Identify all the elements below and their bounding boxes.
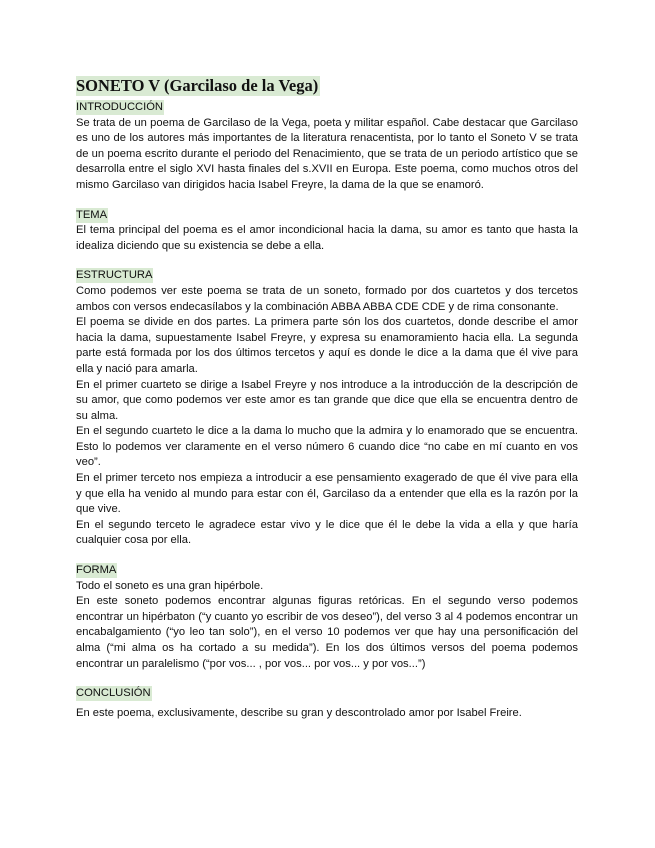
section-heading-conclusion: CONCLUSIÓN bbox=[76, 687, 151, 700]
paragraph: El poema se divide en dos partes. La primera parte són los dos cuartetos, donde describe el amor hacia la dama, supuestamente Isabel Freyre, y expresa su enamoramiento hacia ella. La segunda parte está formada por los dos últimos tercetos y aquí es donde le dice a la dama que él vive para ella y nació para amarla. bbox=[76, 316, 578, 375]
section-introduccion bbox=[76, 100, 578, 194]
section-heading-estructura: ESTRUCTURA bbox=[76, 269, 153, 282]
paragraph: En el segundo cuarteto le dice a la dama lo mucho que la admira y lo enamorado que se encuentra. Esto lo podemos ver claramente en el verso número 6 cuando dice “no cabe en mí cuanto en vos veo”. bbox=[76, 425, 578, 469]
paragraph: En el segundo terceto le agradece estar vivo y le dice que él le debe la vida a ella y que haría cualquier cosa por ella. bbox=[76, 518, 578, 547]
paragraph: Como podemos ver este poema se trata de un soneto, formado por dos cuartetos y dos tercetos ambos con versos endecasílabos y la combinación ABBA ABBA CDE CDE y de rima consonante. bbox=[76, 284, 578, 313]
section-heading-forma: FORMA bbox=[76, 564, 117, 577]
paragraph: En el primer terceto nos empieza a introducir a ese pensamiento exagerado de que él vive para ella y que ella ha venido al mundo para estar con él, Garcilaso da a entender que ella es la razón por la que vive. bbox=[76, 472, 578, 516]
section-tema bbox=[76, 208, 578, 255]
paragraph: En el primer cuarteto se dirige a Isabel Freyre y nos introduce a la introducción de la descripción de su amor, que como podemos ver este amor es tan grande que dice que ella se encuentra dentro de su alma. bbox=[76, 378, 578, 422]
section-heading-introduccion: INTRODUCCIÓN bbox=[76, 101, 164, 113]
document-title: SONETO V (Garcilaso de la Vega) bbox=[76, 76, 319, 95]
paragraph: En este poema, exclusivamente, describe su gran y descontrolado amor por Isabel Freire. bbox=[76, 706, 522, 719]
paragraph: Todo el soneto es una gran hipérbole. bbox=[76, 579, 264, 592]
section-forma bbox=[76, 563, 578, 672]
section-conclusion bbox=[76, 686, 578, 721]
paragraph: Se trata de un poema de Garcilaso de la Vega, poeta y militar español. Cabe destacar que Garcilaso es uno de los autores más importantes de la literatura renacentista, por lo tanto el Soneto V se trata de un poema escrito durante el periodo del Renacimiento, que se trata de un periodo artístico que se desarrolla entre el siglo XVI hasta finales del s.XVII en Europa. Este poema, como muchos otros del mismo Garcilaso van dirigidos hacia Isabel Freyre, la dama de la que se enamoró. bbox=[76, 116, 578, 191]
paragraph: En este soneto podemos encontrar algunas figuras retóricas. En el segundo verso podemos encontrar un hipérbaton (“y cuanto yo escribir de vos deseo”), del verso 3 al 4 podemos encontrar un encabalgamiento (“yo leo tan solo”), en el verso 10 podemos ver que hay una personificación del alma (“mi alma os ha cortado a su medida”). En los dos últimos versos del poema podemos encontrar un paralelismo (“por vos... , por vos... por vos... y por vos...”) bbox=[76, 595, 578, 670]
document-content bbox=[76, 76, 578, 721]
section-estructura bbox=[76, 268, 578, 549]
paragraph: El tema principal del poema es el amor incondicional hacia la dama, su amor es tanto que hasta la idealiza diciendo que su existencia se debe a ella. bbox=[76, 224, 578, 252]
section-heading-tema: TEMA bbox=[76, 208, 108, 221]
